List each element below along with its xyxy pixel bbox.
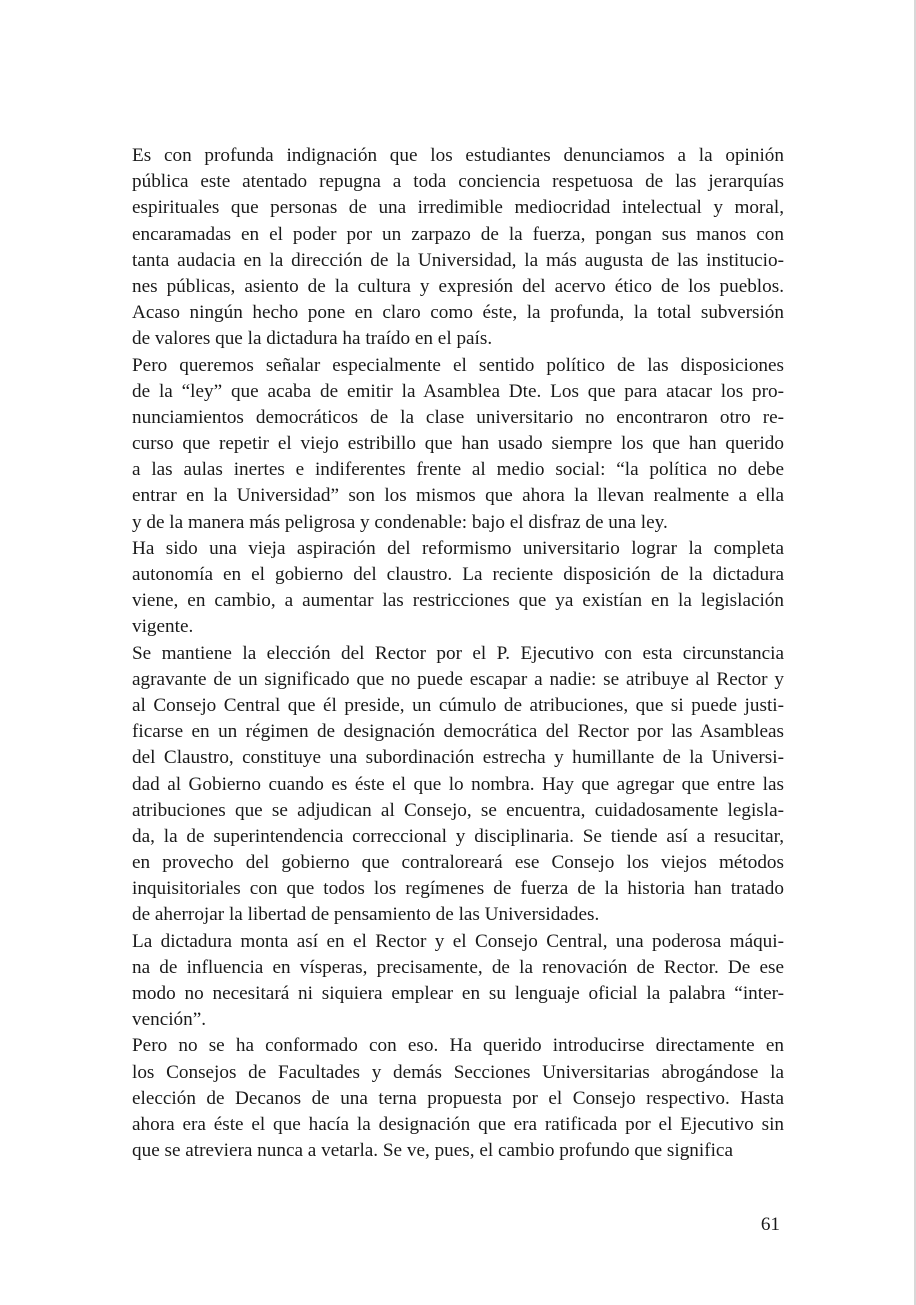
text-line: a las aulas inertes e indiferentes frente al medio social: “la política no debe bbox=[132, 459, 784, 481]
text-line: al Consejo Central que él preside, un cúmulo de atribuciones, que si puede justi- bbox=[132, 694, 784, 716]
text-line: espirituales que personas de una irredimible mediocridad intelectual y moral, bbox=[132, 197, 784, 219]
text-line: inquisitoriales con que todos los regímenes de fuerza de la historia han tratado bbox=[132, 878, 784, 900]
text-line: tanta audacia en la dirección de la Universidad, la más augusta de las institucio- bbox=[132, 249, 784, 271]
text-line: y de la manera más peligrosa y condenable: bajo el disfraz de una ley. bbox=[132, 511, 668, 533]
paragraph bbox=[132, 143, 784, 353]
text-line: de la “ley” que acaba de emitir la Asamblea Dte. Los que para atacar los pro- bbox=[132, 380, 784, 402]
paragraph bbox=[132, 536, 784, 641]
text-line: nunciamientos democráticos de la clase universitario no encontraron otro re- bbox=[132, 406, 784, 428]
text-line: Es con profunda indignación que los estudiantes denunciamos a la opinión bbox=[132, 145, 784, 166]
text-line: dad al Gobierno cuando es éste el que lo nombra. Hay que agregar que entre las bbox=[132, 773, 784, 795]
text-line: en provecho del gobierno que contraloreará ese Consejo los viejos métodos bbox=[132, 852, 784, 874]
text-line: encaramadas en el poder por un zarpazo de la fuerza, pongan sus manos con bbox=[132, 223, 784, 245]
text-line: entrar en la Universidad” son los mismos que ahora la llevan realmente a ella bbox=[132, 485, 784, 507]
text-line: ficarse en un régimen de designación democrática del Rector por las Asambleas bbox=[132, 721, 784, 743]
text-line: vigente. bbox=[132, 616, 194, 638]
text-line: modo no necesitará ni siquiera emplear en su lenguaje oficial la palabra “inter- bbox=[132, 983, 784, 1004]
text-line: viene, en cambio, a aumentar las restricciones que ya existían en la legislación bbox=[132, 590, 784, 612]
text-line: curso que repetir el viejo estribillo que han usado siempre los que han querido bbox=[132, 433, 784, 455]
text-line: pública este atentado repugna a toda conciencia respetuosa de las jerarquías bbox=[132, 171, 784, 193]
text-line: de valores que la dictadura ha traído en el país. bbox=[132, 328, 493, 350]
text-line: da, la de superintendencia correccional y disciplinaria. Se tiende así a resucitar, bbox=[132, 825, 784, 847]
text-line: que se atreviera nunca a vetarla. Se ve, pues, el cambio profundo que significa bbox=[132, 1140, 733, 1162]
paragraph bbox=[132, 1033, 784, 1164]
text-line: Se mantiene la elección del Rector por el P. Ejecutivo con esta circunstancia bbox=[132, 642, 784, 664]
text-line: del Claustro, constituye una subordinación estrecha y humillante de la Universi- bbox=[132, 747, 784, 769]
text-line: na de influencia en vísperas, precisamente, de la renovación de Rector. De ese bbox=[132, 956, 784, 978]
text-line: Ha sido una vieja aspiración del reformismo universitario lograr la completa bbox=[132, 537, 784, 559]
text-line: La dictadura monta así en el Rector y el Consejo Central, una poderosa máqui- bbox=[132, 930, 784, 952]
text-line: los Consejos de Facultades y demás Secciones Universitarias abrogándose la bbox=[132, 1061, 784, 1083]
text-line: Pero no se ha conformado con eso. Ha querido introducirse directamente en bbox=[132, 1035, 784, 1057]
text-line: autonomía en el gobierno del claustro. La reciente disposición de la dictadura bbox=[132, 564, 784, 585]
paragraph bbox=[132, 929, 784, 1034]
text-line: agravante de un significado que no puede escapar a nadie: se atribuye al Rector y bbox=[132, 668, 784, 690]
text-line: ahora era éste el que hacía la designación que era ratificada por el Ejecutivo sin bbox=[132, 1113, 784, 1135]
text-line: de aherrojar la libertad de pensamiento de las Universidades. bbox=[132, 904, 600, 926]
text-line: vención”. bbox=[132, 1009, 207, 1031]
text-line: Pero queremos señalar especialmente el sentido político de las disposiciones bbox=[132, 354, 784, 376]
text-line: atribuciones que se adjudican al Consejo, se encuentra, cuidadosamente legisla- bbox=[132, 799, 784, 821]
text-line: nes públicas, asiento de la cultura y expresión del acervo ético de los pueblos. bbox=[132, 275, 784, 297]
body-text bbox=[132, 143, 784, 1164]
text-line: Acaso ningún hecho pone en claro como éste, la profunda, la total subversión bbox=[132, 302, 784, 324]
text-line: elección de Decanos de una terna propuesta por el Consejo respectivo. Hasta bbox=[132, 1087, 784, 1109]
page-number: 61 bbox=[760, 1214, 780, 1235]
paragraph bbox=[132, 353, 784, 536]
paragraph bbox=[132, 641, 784, 929]
